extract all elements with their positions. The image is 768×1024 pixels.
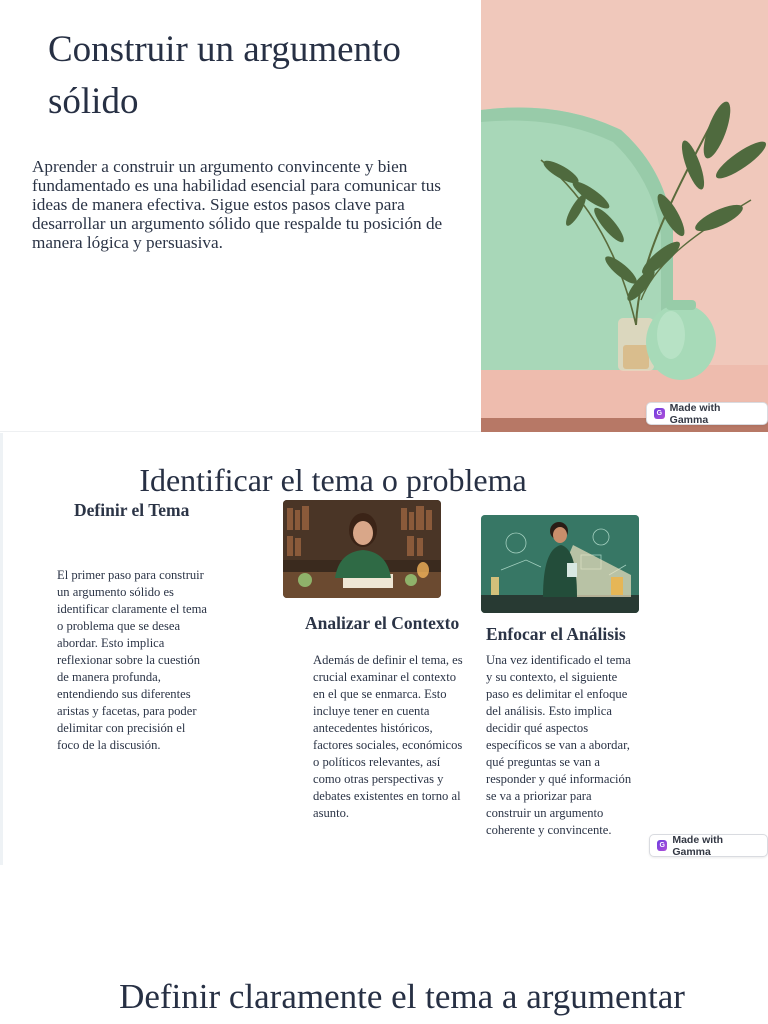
slide-identify-topic: [0, 433, 768, 865]
gamma-logo-icon: G: [654, 408, 665, 419]
column-heading-contexto: Analizar el Contexto: [305, 613, 460, 633]
column-text-enfoque: Una vez identificado el tema y su contexto, el siguiente paso es delimitar el enfoque del análisis. Esto implica decidir qué aspectos específicos se van a abordar, qué preguntas se van a responder y qué información se va a priorizar para construir un argumento coherente y convincente.: [486, 653, 632, 837]
column-text-tema: El primer paso para construir un argumento sólido es identificar claramente el tema o problema que se desea abordar. Esto implica reflexionar sobre la cuestión de manera profunda, entendiendo sus diferentes aristas y facetas, para poder delimitar con precisión el foco de la discusión.: [57, 568, 207, 752]
slide-define-topic: [0, 866, 768, 1024]
column-text-contexto: Además de definir el tema, es crucial examinar el contexto en el que se enmarca. Esto incluye tener en cuenta antecedentes históricos, factores sociales, económicos o políticos relevantes, así como otras perspectivas y debates existentes en torno al asunto.: [313, 653, 463, 820]
slide-title: Identificar el tema o problema: [139, 462, 527, 498]
slide-title: Construir un argumento sólido: [48, 29, 401, 122]
plant-vase-illustration: [481, 0, 768, 432]
column-heading-enfoque: Enfocar el Análisis: [486, 624, 626, 644]
badge-label: Made with Gamma: [669, 401, 721, 426]
slide-intro-text: Aprender a construir un argumento convincente y bien fundamentado es una habilidad esencial para comunicar tus ideas de manera efectiva. Sigue estos pasos clave para desarrollar un argumento sólido que respalde tu posición de manera lógica y persuasiva.: [32, 157, 443, 252]
slide-intro: [0, 0, 768, 432]
badge-label: Made with Gamma: [672, 833, 724, 858]
analyst-with-tablet-illustration: [481, 515, 639, 613]
analyst-tablet-image: [481, 515, 639, 613]
student-writing-image: [283, 500, 441, 598]
student-writing-illustration: [283, 500, 441, 598]
made-with-gamma-badge[interactable]: [646, 402, 768, 425]
column-heading-tema: Definir el Tema: [74, 500, 190, 520]
gamma-logo-icon: G: [657, 840, 667, 851]
made-with-gamma-badge[interactable]: [649, 834, 768, 857]
slide-title: Definir claramente el tema a argumentar: [119, 977, 685, 1016]
plant-vase-image: [481, 0, 768, 432]
